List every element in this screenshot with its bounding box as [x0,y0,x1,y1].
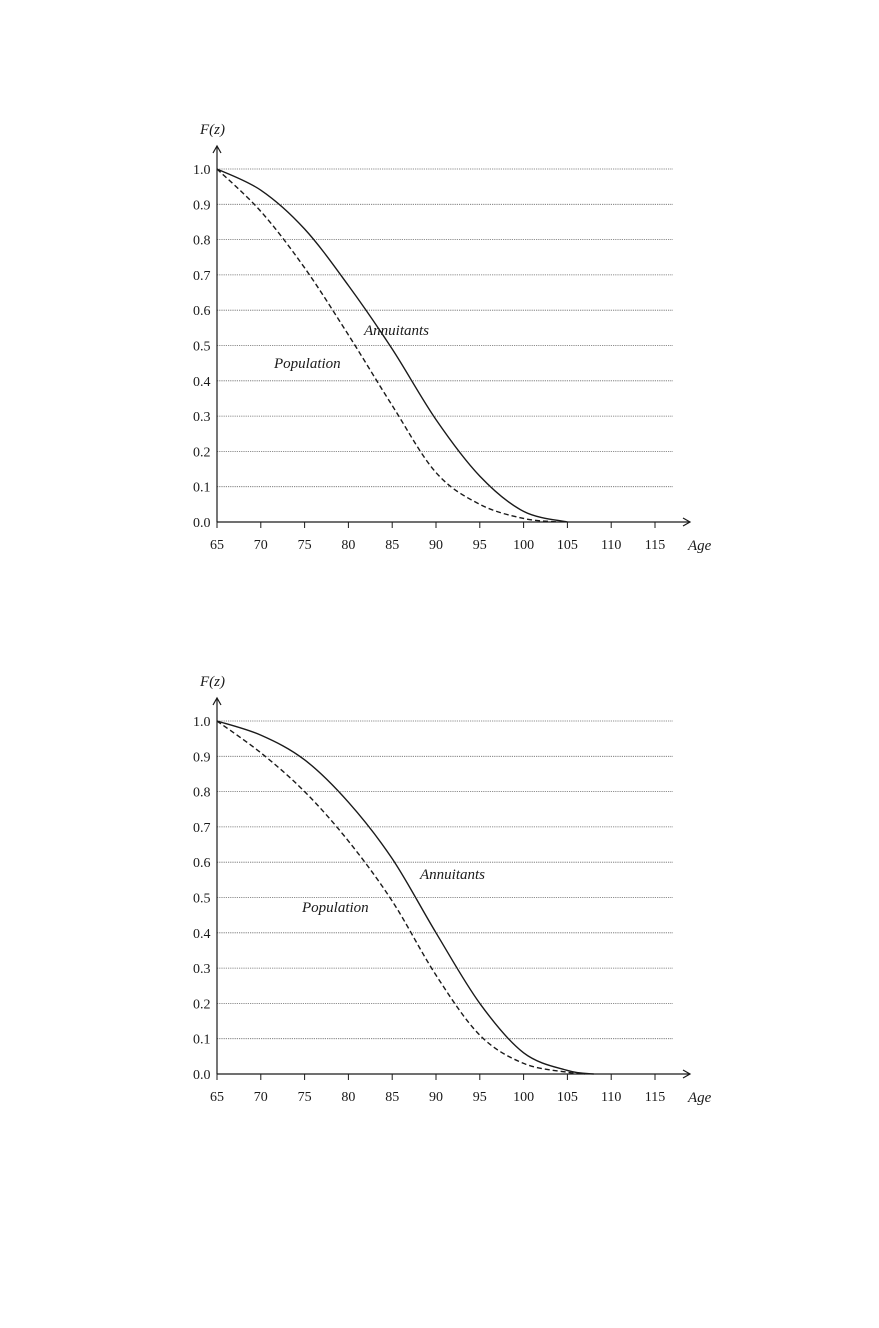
y-tick-label: 0.5 [193,891,211,907]
chart-bottom-svg [0,652,879,1172]
y-tick-label: 0.0 [193,516,211,531]
y-tick-label: 1.0 [193,715,211,730]
x-tick-label: 110 [600,1090,622,1105]
y-tick-label: 0.3 [193,962,211,978]
y-axis-title: F(z) [200,122,225,138]
y-tick-label: 0.3 [193,410,211,426]
x-tick-label: 105 [556,1090,578,1105]
x-tick-label: 70 [253,1090,268,1105]
y-tick-label: 0.1 [193,1032,211,1048]
y-tick-label: 0.2 [193,445,211,461]
y-tick-label: 0.4 [193,926,211,942]
x-tick-label: 75 [297,1090,312,1105]
x-tick-label: 100 [513,1090,535,1105]
x-tick-label: 95 [472,538,487,553]
series-label-annuitants: Annuitants [364,323,430,339]
x-tick-label: 65 [210,1090,224,1105]
y-tick-label: 0.5 [193,339,211,355]
x-axis-title: Age [688,1090,712,1106]
y-tick-label: 0.6 [193,856,211,872]
y-tick-label: 0.2 [193,997,211,1013]
x-tick-label: 85 [385,1090,400,1105]
x-tick-label: 95 [472,1090,487,1105]
y-tick-label: 0.8 [193,785,211,801]
y-tick-label: 0.8 [193,233,211,249]
x-tick-label: 75 [297,538,312,553]
y-tick-label: 0.9 [193,750,211,766]
x-tick-label: 115 [644,1090,666,1105]
chart-bottom [0,652,879,1172]
y-tick-label: 0.0 [193,1068,211,1083]
x-tick-label: 70 [253,538,268,553]
x-axis-title: Age [688,538,712,554]
x-tick-label: 90 [429,538,443,553]
x-tick-label: 100 [513,538,535,553]
y-tick-label: 0.1 [193,480,211,496]
series-label-population: Population [302,900,369,916]
y-tick-label: 0.7 [193,268,211,284]
series-label-population: Population [274,356,341,372]
x-tick-label: 85 [385,538,400,553]
y-tick-label: 0.7 [193,820,211,836]
x-tick-label: 105 [556,538,578,553]
x-tick-label: 90 [429,1090,443,1105]
chart-top [0,100,879,620]
y-tick-label: 0.4 [193,374,211,390]
x-tick-label: 115 [644,538,666,553]
y-tick-label: 0.9 [193,198,211,214]
series-label-annuitants: Annuitants [420,867,486,883]
x-tick-label: 110 [600,538,622,553]
x-tick-label: 65 [210,538,224,553]
y-tick-label: 1.0 [193,163,211,178]
x-tick-label: 80 [341,1090,356,1105]
y-axis-title: F(z) [200,674,225,690]
y-tick-label: 0.6 [193,304,211,320]
chart-top-svg [0,100,879,620]
x-tick-label: 80 [341,538,356,553]
